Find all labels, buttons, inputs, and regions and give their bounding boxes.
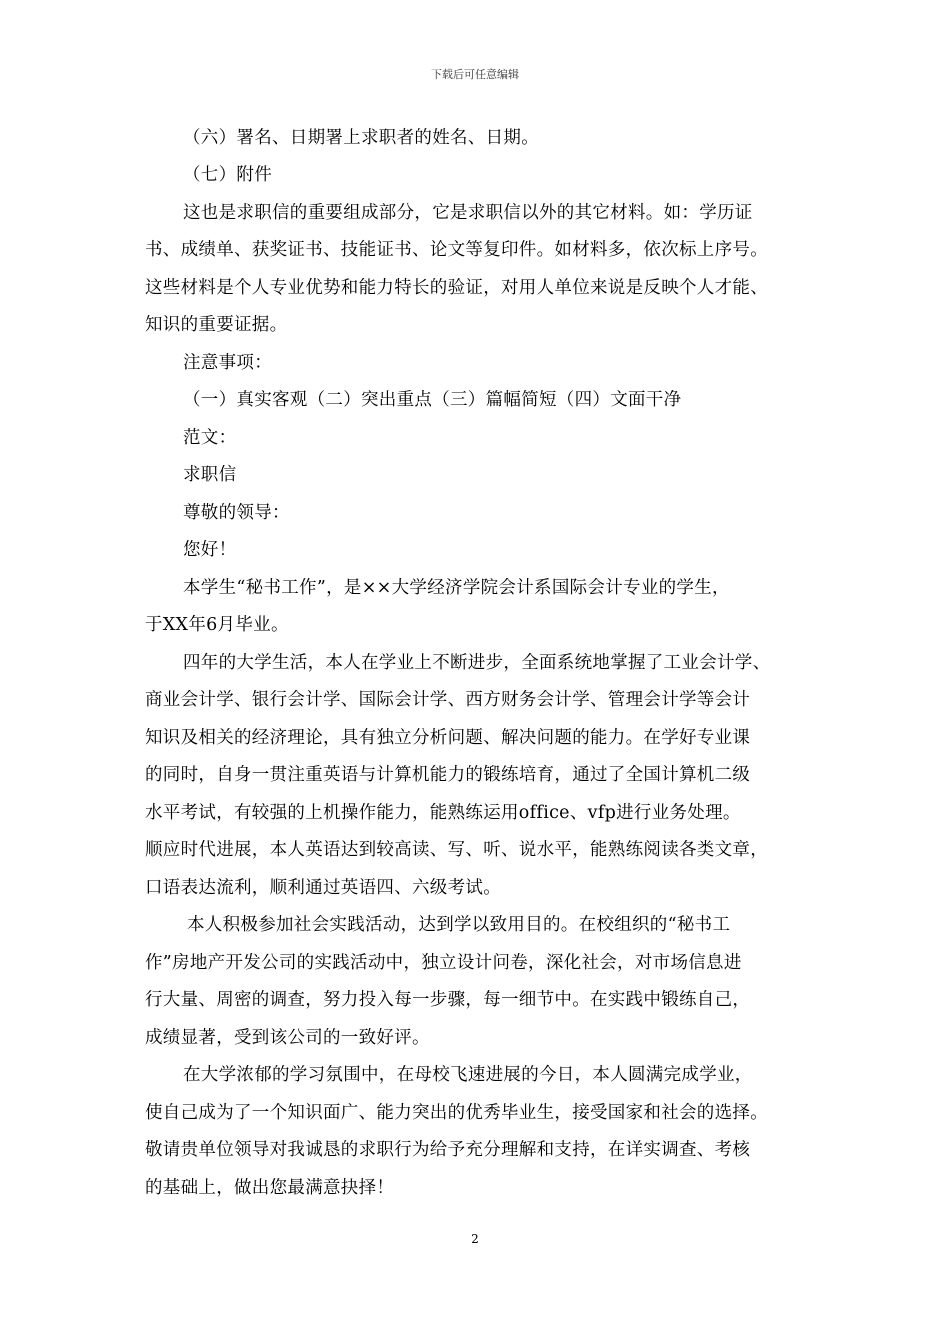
text-line: 这也是求职信的重要组成部分，它是求职信以外的其它材料。如：学历证 [183, 203, 753, 223]
text-line: 于XX年6月毕业。 [145, 615, 289, 635]
text-line: 水平考试，有较强的上机操作能力，能熟练运用office、vfp进行业务处理。 [145, 803, 741, 823]
text-line: 四年的大学生活，本人在学业上不断进步，全面系统地掌握了工业会计学、 [183, 653, 771, 673]
text-line: 求职信 [183, 465, 237, 485]
text-line: 使自己成为了一个知识面广、能力突出的优秀毕业生，接受国家和社会的选择。 [145, 1103, 768, 1123]
text-line: 口语表达流利，顺利通过英语四、六级考试。 [145, 878, 501, 898]
text-line: 在大学浓郁的学习氛围中，在母校飞速进展的今日，本人圆满完成学业， [183, 1065, 753, 1085]
text-line: 书、成绩单、获奖证书、技能证书、论文等复印件。如材料多，依次标上序号。 [145, 240, 768, 260]
text-line: （六）署名、日期署上求职者的姓名、日期。 [183, 128, 539, 148]
text-line: 的基础上，做出您最满意抉择！ [145, 1178, 395, 1198]
text-line: 您好！ [183, 540, 237, 560]
text-line: 敬请贵单位领导对我诚恳的求职行为给予充分理解和支持，在详实调查、考核 [145, 1140, 751, 1160]
text-line: 尊敬的领导： [183, 503, 290, 523]
text-line: 顺应时代进展，本人英语达到较高读、写、听、说水平，能熟练阅读各类文章， [145, 840, 768, 860]
page-number: 2 [471, 1232, 479, 1246]
text-line: 作”房地产开发公司的实践活动中，独立设计问卷，深化社会，对市场信息进 [145, 953, 742, 973]
text-line: （七）附件 [183, 165, 272, 185]
text-line: 商业会计学、银行会计学、国际会计学、西方财务会计学、管理会计学等会计 [145, 690, 751, 710]
text-line: 成绩显著，受到该公司的一致好评。 [145, 1028, 430, 1048]
text-line: 知识的重要证据。 [145, 315, 288, 335]
text-line: 本学生“秘书工作”，是××大学经济学院会计系国际会计专业的学生， [183, 578, 730, 598]
text-line: 注意事项： [183, 353, 272, 373]
text-line: 这些材料是个人专业优势和能力特长的验证，对用人单位来说是反映个人才能、 [145, 278, 768, 298]
text-line: 的同时，自身一贯注重英语与计算机能力的锻练培育，通过了全国计算机二级 [145, 765, 751, 785]
text-line: （一）真实客观（二）突出重点（三）篇幅简短（四）文面干净 [183, 390, 682, 410]
text-line: 行大量、周密的调查，努力投入每一步骤，每一细节中。在实践中锻练自己， [145, 990, 751, 1010]
text-line: 范文： [183, 428, 237, 448]
page-header: 下载后可任意编辑 [431, 68, 519, 81]
text-line: 本人积极参加社会实践活动，达到学以致用目的。在校组织的“秘书工 [187, 915, 731, 935]
text-line: 知识及相关的经济理论，具有独立分析问题、解决问题的能力。在学好专业课 [145, 728, 751, 748]
